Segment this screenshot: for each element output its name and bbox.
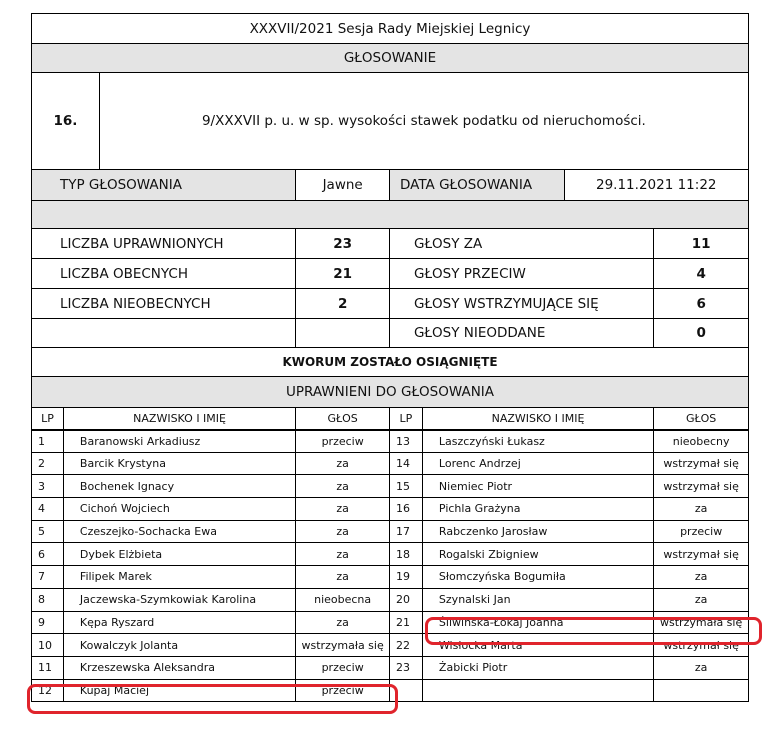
voter-lp: 12 [32,680,64,702]
session-title-row [31,13,749,44]
against-value: 4 [696,265,706,282]
table-row [31,566,749,589]
quorum-row [31,348,749,377]
voter-lp: 7 [32,566,64,588]
absent-label: LICZBA NIEOBECNYCH [32,289,296,318]
quorum-status: KWORUM ZOSTAŁO OSIĄGNIĘTE [282,355,498,369]
vote-type-label: TYP GŁOSOWANIA [32,170,296,200]
abstain-label: GŁOSY WSTRZYMUJĄCE SIĘ [390,289,654,318]
present-label: LICZBA OBECNYCH [32,259,296,288]
voter-vote: wstrzymał się [663,479,739,493]
highlight-oval-kupaj [27,684,398,714]
item-row [31,73,749,170]
table-row [31,521,749,544]
table-row [31,453,749,476]
voter-vote: wstrzymała się [660,615,743,629]
voter-vote: wstrzymał się [663,638,739,652]
session-title: XXXVII/2021 Sesja Rady Miejskiej Legnicy [249,20,531,37]
stats-row-3 [31,289,749,319]
voter-vote: wstrzymał się [663,547,739,561]
table-row [31,543,749,566]
voter-lp: 8 [32,589,64,611]
voters-title-row [31,377,749,408]
stats-empty-label [32,319,296,347]
voter-name: Czeszejko-Sochacka Ewa [64,521,296,543]
voter-name: Niemiec Piotr [423,475,654,497]
voter-lp: 23 [390,657,423,679]
vote-date-label: DATA GŁOSOWANIA [390,170,565,200]
table-row [31,498,749,521]
item-description: 9/XXXVII p. u. w sp. wysokości stawek podatku od nieruchomości. [201,113,646,129]
voter-vote: za [296,498,390,520]
stats-row-4 [31,319,749,348]
voter-vote [654,680,748,702]
for-label: GŁOSY ZA [390,229,654,258]
voter-name: Dybek Elżbieta [64,543,296,565]
col-name-left: NAZWISKO I IMIĘ [64,408,296,429]
table-row [31,430,749,453]
present-value: 21 [296,259,390,288]
absent-value: 2 [296,289,390,318]
entitled-value: 23 [296,229,390,258]
voter-vote: przeciw [296,657,390,679]
voter-lp: 6 [32,543,64,565]
vote-type-value: Jawne [296,170,390,200]
voter-vote: za [694,570,708,584]
item-number: 16. [32,73,100,169]
notcast-value: 0 [696,325,706,341]
entitled-label: LICZBA UPRAWNIONYCH [32,229,296,258]
voter-name: Śliwińska-Łokaj Joanna [423,612,654,634]
spacer-row [31,201,749,229]
notcast-label: GŁOSY NIEODDANE [390,319,654,347]
stats-row-2 [31,259,749,289]
voter-lp: 5 [32,521,64,543]
voting-document [31,13,749,702]
voter-name: Rabczenko Jarosław [423,521,654,543]
voter-lp: 4 [32,498,64,520]
voter-lp: 13 [390,431,423,452]
voter-vote: za [296,475,390,497]
voter-vote: przeciw [296,431,390,452]
table-row [31,657,749,680]
voter-lp: 17 [390,521,423,543]
voter-lp: 18 [390,543,423,565]
voter-name: Bochenek Ignacy [64,475,296,497]
voter-name: Cichoń Wojciech [64,498,296,520]
col-lp-right: LP [390,408,423,429]
col-name-right: NAZWISKO I IMIĘ [423,408,654,429]
voter-vote: wstrzymał się [663,457,739,471]
voter-name: Pichla Grażyna [423,498,654,520]
voter-vote: nieobecna [296,589,390,611]
voter-name: Kępa Ryszard [64,612,296,634]
voter-vote: za [296,543,390,565]
voter-lp: 14 [390,453,423,475]
vote-meta-row [31,170,749,201]
for-value: 11 [691,235,711,252]
col-vote-left: GŁOS [296,408,390,429]
voter-vote: wstrzymała się [296,634,390,656]
voter-lp: 19 [390,566,423,588]
voter-vote: za [296,566,390,588]
voter-vote: za [694,502,708,516]
voters-title: UPRAWNIENI DO GŁOSOWANIA [285,384,495,400]
voter-name: Jaczewska-Szymkowiak Karolina [64,589,296,611]
table-row [31,475,749,498]
voter-name: Kowalczyk Jolanta [64,634,296,656]
vote-date-value: 29.11.2021 11:22 [565,170,748,200]
voter-lp: 9 [32,612,64,634]
voter-vote: za [694,593,708,607]
voter-vote: za [296,521,390,543]
voter-vote: za [694,661,708,675]
voter-lp: 2 [32,453,64,475]
voter-vote: za [296,453,390,475]
voter-name: Żabicki Piotr [423,657,654,679]
section-title: GŁOSOWANIE [343,50,437,66]
section-title-row [31,44,749,73]
col-vote-right: GŁOS [685,412,717,425]
voter-vote: nieobecny [672,434,730,448]
highlight-oval-sliwinska [425,617,762,645]
voter-name: Filipek Marek [64,566,296,588]
voter-lp: 15 [390,475,423,497]
voter-lp: 11 [32,657,64,679]
voter-lp: 21 [390,612,423,634]
voter-lp: 16 [390,498,423,520]
abstain-value: 6 [696,295,706,312]
voters-header-row [31,408,749,430]
voter-name: Baranowski Arkadiusz [64,431,296,452]
voter-name: Krzeszewska Aleksandra [64,657,296,679]
voter-lp: 22 [390,634,423,656]
voter-name: Kupaj Maciej [64,680,296,702]
voter-name: Barcik Krystyna [64,453,296,475]
voter-vote: przeciw [296,680,390,702]
voter-name: Wisłocka Marta [423,634,654,656]
voter-vote: przeciw [680,525,723,539]
voter-lp: 3 [32,475,64,497]
voter-name [423,680,654,702]
voter-name: Szynalski Jan [423,589,654,611]
voter-name: Rogalski Zbigniew [423,543,654,565]
voter-name: Słomczyńska Bogumiła [423,566,654,588]
stats-row-1 [31,229,749,259]
voter-lp: 20 [390,589,423,611]
table-row [31,589,749,612]
stats-empty-value [296,319,390,347]
voter-list [31,430,749,702]
voter-name: Laszczyński Łukasz [423,431,654,452]
voter-lp: 10 [32,634,64,656]
against-label: GŁOSY PRZECIW [390,259,654,288]
voter-name: Lorenc Andrzej [423,453,654,475]
voter-lp: 1 [32,431,64,452]
voter-vote: za [296,612,390,634]
col-lp-left: LP [32,408,64,429]
